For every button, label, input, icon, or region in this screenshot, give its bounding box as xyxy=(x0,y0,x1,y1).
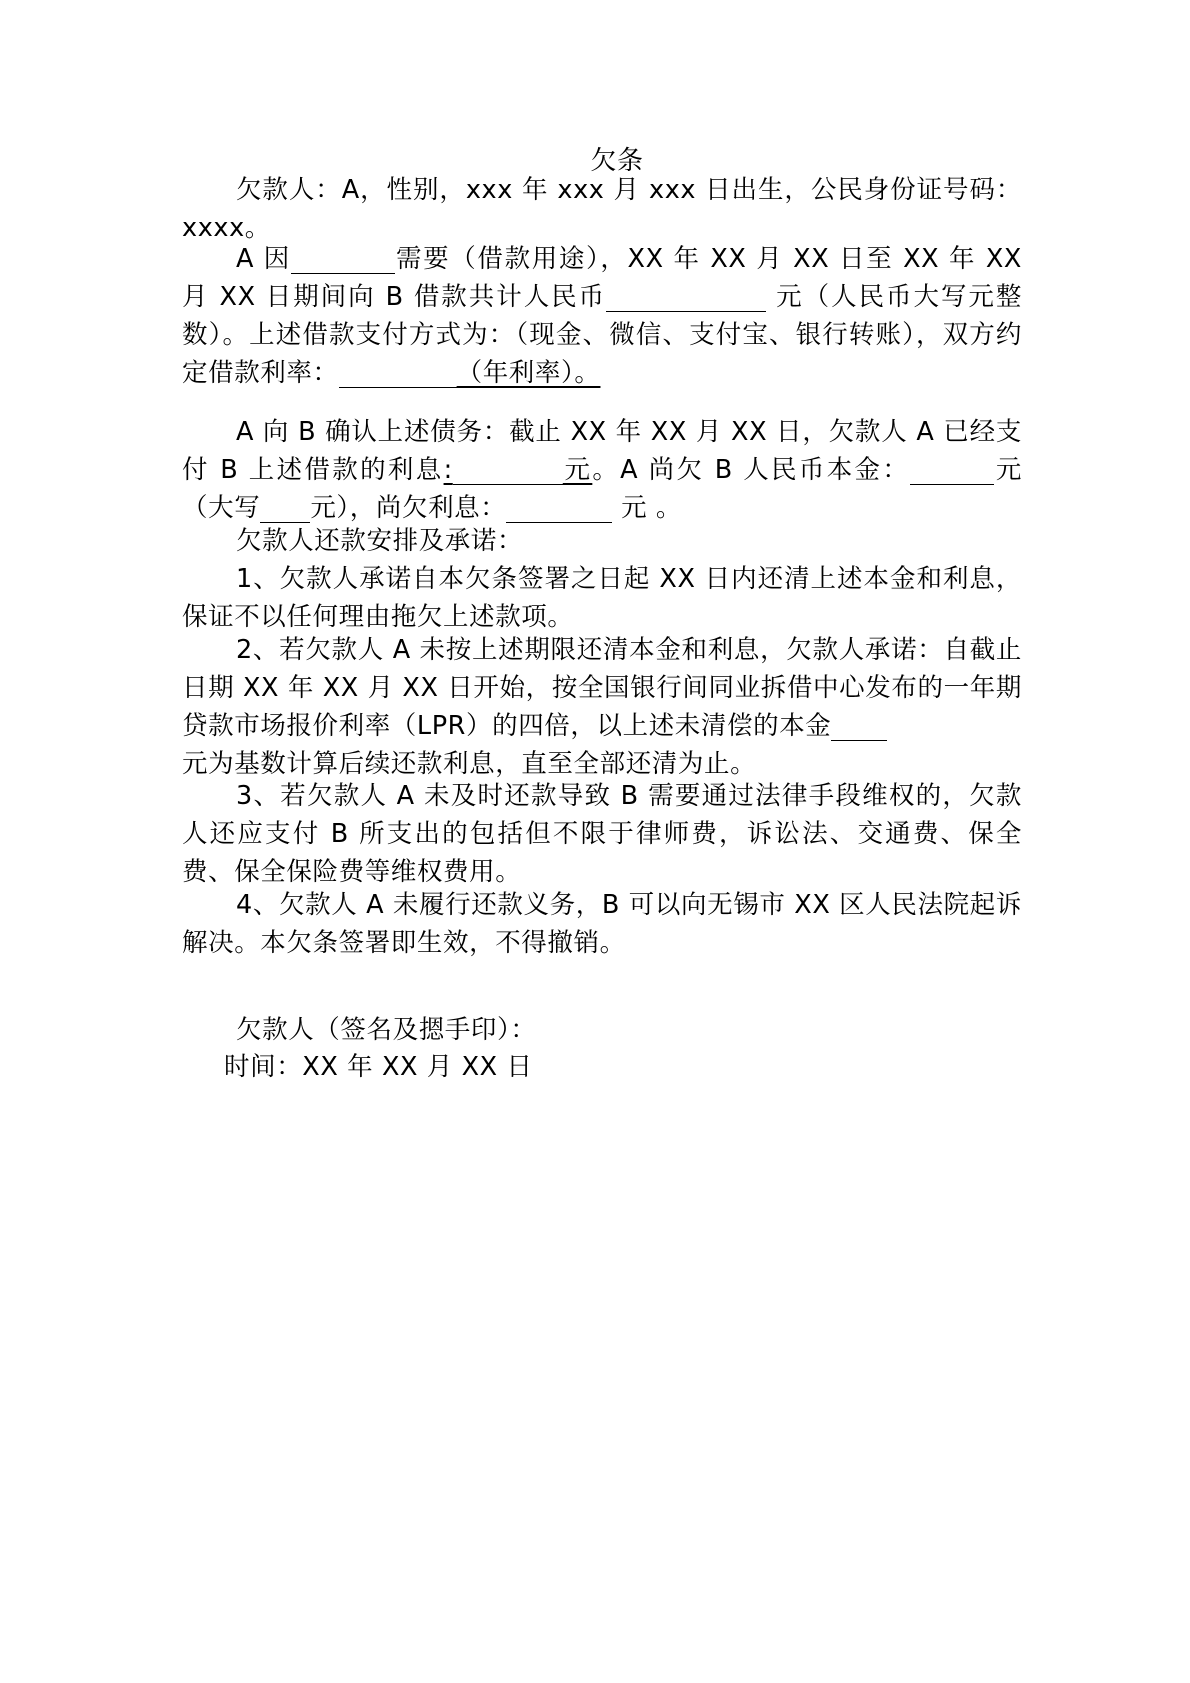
repayment-heading-text: 欠款人还款安排及承诺： xyxy=(236,526,524,556)
debtor-info-paragraph xyxy=(182,171,1022,247)
debt-confirmation-text-b: : xyxy=(443,455,453,485)
interest-paid-blank xyxy=(453,454,563,485)
clause-4 xyxy=(182,886,1022,962)
repayment-heading xyxy=(182,522,1022,560)
clause-2-text-b: 元为基数计算后续还款利息，直至全部还清为止。 xyxy=(182,749,757,779)
time-label: 时间：XX 年 XX 月 XX 日 xyxy=(224,1052,533,1082)
debtor-info-text: 欠款人：A，性别，xxx 年 xxx 月 xxx 日出生，公民身份证号码：xxxx。 xyxy=(182,175,1022,243)
unpaid-principal-blank xyxy=(831,710,887,741)
rate-blank xyxy=(339,357,457,388)
debt-confirmation-text-e: 元（大写 xyxy=(182,455,1023,523)
purpose-blank xyxy=(291,243,395,274)
signature-label: 欠款人（签名及摁手印）： xyxy=(236,1015,537,1045)
principal-uppercase-blank xyxy=(260,492,310,523)
debt-confirmation-text-c: 元 xyxy=(562,455,593,485)
document-title: 欠条 xyxy=(590,146,644,176)
interest-owed-blank xyxy=(506,492,612,523)
clause-3-text: 3、若欠款人 A 未及时还款导致 B 需要通过法律手段维权的，欠款人还应支付 B 所支出的包括但不限于律师费，诉讼法、交通费、保全费、保全保险费等维权费用。 xyxy=(182,781,1022,887)
debt-confirmation-text-a: A 向 B 确认上述债务：截止 XX 年 XX 月 XX 日，欠款人 A 已经支付 B 上述借款的利息 xyxy=(182,417,1022,485)
clause-4-text: 4、欠款人 A 未履行还款义务，B 可以向无锡市 XX 区人民法院起诉解决。本欠条签署即生效，不得撤销。 xyxy=(182,890,1022,958)
loan-details-text-b: 需要（借款用途），XX 年 XX 月 XX 日至 XX 年 XX 月 XX 日期间向 B 借款共计人民币 xyxy=(182,244,1022,312)
clause-2-text-a: 2、若欠款人 A 未按上述期限还清本金和利息，欠款人承诺：自截止日期 XX 年 XX 月 XX 日开始，按全国银行间同业拆借中心发布的一年期贷款市场报价利率（LPR）的四倍，以上述未清偿的本金 xyxy=(182,635,1022,741)
loan-details-text-a: A 因 xyxy=(236,244,291,274)
debt-confirmation-text-g: 元 。 xyxy=(612,493,682,523)
loan-details-paragraph xyxy=(182,240,1022,392)
loan-details-text-d: （年利率）。 xyxy=(456,358,601,388)
clause-2 xyxy=(182,631,1022,783)
debt-confirmation-paragraph xyxy=(182,413,1022,527)
debt-confirmation-text-f: 元），尚欠利息： xyxy=(310,493,507,523)
clause-1-text: 1、欠款人承诺自本欠条签署之日起 XX 日内还清上述本金和利息，保证不以任何理由拖欠上述款项。 xyxy=(182,564,1022,632)
clause-3 xyxy=(182,777,1022,891)
loan-details-text-c: 元（人民币大写元整数）。上述借款支付方式为：（现金、微信、支付宝、银行转账），双方约定借款利率： xyxy=(182,282,1023,388)
clause-1 xyxy=(182,560,1022,636)
amount-blank xyxy=(606,281,766,312)
principal-blank xyxy=(910,454,994,485)
debt-confirmation-text-d: 。A 尚欠 B 人民币本金： xyxy=(592,455,911,485)
